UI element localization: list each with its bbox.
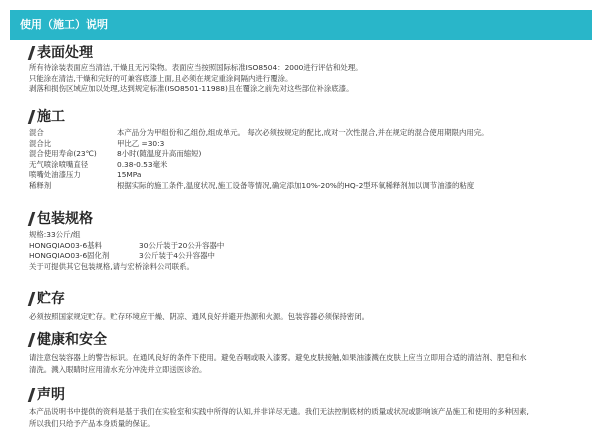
row-label: 混合使用寿命(23℃) <box>29 149 97 159</box>
statement-title-row <box>29 386 589 404</box>
slash-icon <box>28 292 36 306</box>
slash-icon <box>28 333 36 347</box>
row-value: 甲比乙 =30:3 <box>117 138 165 148</box>
row-value: 15MPa <box>117 170 142 180</box>
row-label: 无气喷涂喷嘴直径 <box>29 159 89 169</box>
statement-text: 本产品说明书中提供的资料是基于我们在实验室和实践中所得的认知,并非详尽无遗。我们无法控制底材的质量或状况或影响该产品施工和使用的多种因素,所以我们只给予产品本身质量的保证。 <box>29 407 529 428</box>
statement-section <box>29 386 589 430</box>
surface-line: 只能涂在清洁,干燥和完好的可兼容底漆上面,且必须在规定重涂间隔内进行覆涂。 <box>29 73 293 83</box>
storage-title: 贮存 <box>37 291 65 307</box>
construction-row <box>29 181 589 192</box>
slash-icon <box>28 212 36 226</box>
storage-text: 必须按照国家规定贮存。贮存环境应干燥、阴凉、通风良好并避开热源和火源。包装容器必须保持密闭。 <box>29 312 369 321</box>
row-label: HONGQIAO03-6固化剂 <box>29 251 110 261</box>
row-label: 稀释剂 <box>29 180 52 190</box>
row-value: 3公斤装于4公升容器中 <box>139 251 215 261</box>
construction-row <box>29 128 589 139</box>
safety-title-row <box>29 331 589 349</box>
surface-line: 所有待涂装表面应当清洁,干燥且无污染物。表面应当按照国际标准ISO8504：2000进行评估和处理。 <box>29 63 363 72</box>
slash-icon <box>28 388 36 402</box>
row-label: HONGQIAO03-6基料 <box>29 240 102 250</box>
safety-section <box>29 331 589 376</box>
row-label: 混合比 <box>29 138 52 148</box>
slash-icon <box>28 110 36 124</box>
slash-icon <box>28 46 36 60</box>
row-label: 喷嘴处油漆压力 <box>29 170 81 180</box>
construction-row <box>29 139 589 150</box>
storage-title-row <box>29 290 589 308</box>
packaging-note: 关于可提供其它包装规格,请与宏桥涂料公司联系。 <box>29 261 194 271</box>
surface-line: 剥落和损伤区域应加以处理,达到规定标准(ISO8501-11988)且在覆涂之前先对这些部位补涂底漆。 <box>29 84 354 93</box>
packaging-section <box>29 210 589 272</box>
storage-section <box>29 290 589 323</box>
construction-row <box>29 149 589 160</box>
section-header-bar <box>10 10 592 40</box>
construction-row <box>29 160 589 171</box>
row-value: 8小时(随温度升高而缩短) <box>117 149 202 159</box>
surface-title: 表面处理 <box>37 45 93 61</box>
construction-section <box>29 108 589 192</box>
surface-section <box>29 44 589 95</box>
packaging-row <box>29 241 589 252</box>
row-value: 根据实际的施工条件,温度状况,施工设备等情况,确定添加10%-20%的HQ-2型环氧稀释剂加以调节油漆的粘度 <box>117 180 475 190</box>
packaging-title: 包装规格 <box>37 211 93 227</box>
construction-row <box>29 170 589 181</box>
row-value: 0.38-0.53毫米 <box>117 159 168 169</box>
construction-title: 施工 <box>37 109 65 125</box>
row-value: 30公斤装于20公升容器中 <box>139 240 225 250</box>
row-value: 本产品分为甲组份和乙组份,组成单元。 每次必须按规定的配比,成对一次性混合,并在规定的混合使用期限内用完。 <box>117 128 489 137</box>
packaging-title-row <box>29 210 589 228</box>
safety-title: 健康和安全 <box>37 332 107 348</box>
row-label: 混合 <box>29 128 44 137</box>
safety-text: 请注意包装容器上的警告标识。在通风良好的条件下使用。避免吞咽或吸入漆雾。避免皮肤接触,如果油漆溅在皮肤上应当立即用合适的清洁剂、肥皂和水清洗。溅入眼睛时应用清水充分冲洗并立即送医诊治。 <box>29 353 527 374</box>
header-title: 使用（施工）说明 <box>20 18 108 31</box>
packaging-row <box>29 251 589 262</box>
statement-title: 声明 <box>37 387 65 403</box>
construction-title-row <box>29 108 589 126</box>
packaging-spec: 规格:33公斤/组 <box>29 230 81 239</box>
surface-title-row <box>29 44 589 62</box>
